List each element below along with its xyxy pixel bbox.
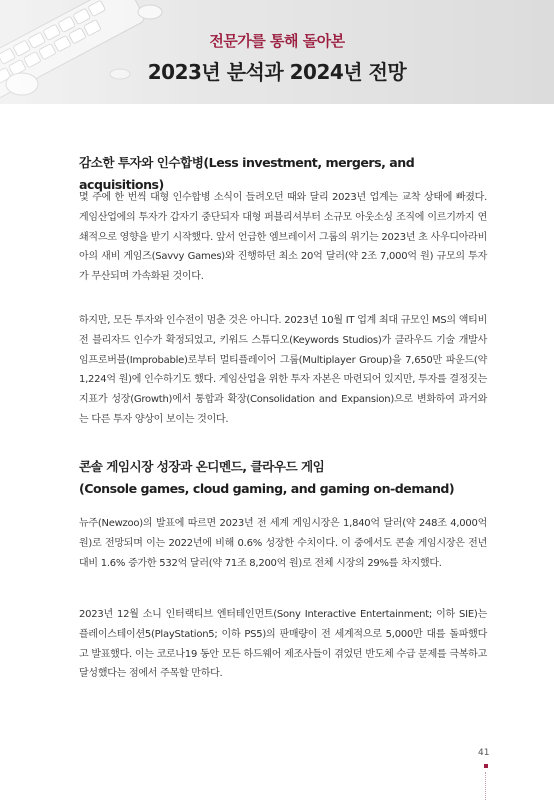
section-heading-line1: 콘솔 게임시장 성장과 온디멘드, 클라우드 게임 <box>79 459 325 474</box>
page-title: 2023년 분석과 2024년 전망 <box>147 60 407 84</box>
paragraph-investment-1 <box>79 188 487 287</box>
page-header <box>0 0 554 104</box>
body-paragraph: 뉴주(Newzoo)의 발표에 따르면 2023년 전 세계 게임시장은 1,840억 달러(약 248조 4,000억 원)로 전망되며 이는 2022년에 비해 0.6% 성장한 수치이다. 이 중에서도 콘솔 게임시장은 전년 대비 1.6% 증가한 532억 달러(약 71조 8,200억 원)로 전체 시장의 29%를 차지했다. <box>79 518 487 569</box>
body-paragraph: 몇 주에 한 번씩 대형 인수합병 소식이 들려오던 때와 달리 2023년 업계는 교착 상태에 빠졌다. 게임산업에의 투자가 갑자기 중단되자 대형 퍼블리셔부터 소규모 아웃소싱 조직에 이르기까지 연쇄적으로 영향을 받기 시작했다. 앞서 언급한 엠브레이서 그룹의 위기는 2023년 초 사우디아라비아의 새비 게임즈(Savvy Games)와 진행하던 최소 20억 달러(약 2조 7,000억 원) 규모의 투자가 무산되며 가속화된 것이다. <box>79 192 487 283</box>
section-heading: 감소한 투자와 인수합병(Less investment, mergers, and acquisitions) <box>79 155 415 192</box>
section-heading-console <box>79 456 487 500</box>
keyboard-mouse-illustration <box>0 0 210 104</box>
paragraph-investment-2 <box>79 311 487 430</box>
page-dotted-line <box>485 772 486 800</box>
page-marker <box>484 764 488 768</box>
page-number: 41 <box>478 748 490 758</box>
section-heading-line2: (Console games, cloud gaming, and gaming on-demand) <box>79 481 455 496</box>
paragraph-console-2 <box>79 605 487 684</box>
paragraph-console-1 <box>79 514 487 573</box>
body-paragraph: 하지만, 모든 투자와 인수전이 멈춘 것은 아니다. 2023년 10월 IT 업계 최대 규모인 MS의 액티비전 블리자드 인수가 확정되었고, 키워드 스튜디오(Keywords Studios)가 클라우드 기술 개발사 임프로버블(Improbable)로부터 멀티플레이어 그룹(Multiplayer Group)을 7,650만 파운드(약 1,224억 원)에 인수하기도 했다. 게임산업을 위한 투자 자본은 마련되어 있지만, 투자를 결정짓는 지표가 성장(Growth)에서 통합과 확장(Consolidation and Expansion)으로 변화하여 과거와는 다른 투자 양상이 보이는 것이다. <box>79 315 487 425</box>
body-paragraph: 2023년 12월 소니 인터랙티브 엔터테인먼트(Sony Interactive Entertainment; 이하 SIE)는 플레이스테이션5(PlayStation5; 이하 PS5)의 판매량이 전 세계적으로 5,000만 대를 돌파했다고 발표했다. 이는 코로나19 동안 모든 하드웨어 제조사들이 겪었던 반도체 수급 문제를 극복하고 달성했다는 점에서 주목할 만하다. <box>79 609 487 680</box>
header-kicker: 전문가를 통해 돌아본 <box>209 32 345 50</box>
